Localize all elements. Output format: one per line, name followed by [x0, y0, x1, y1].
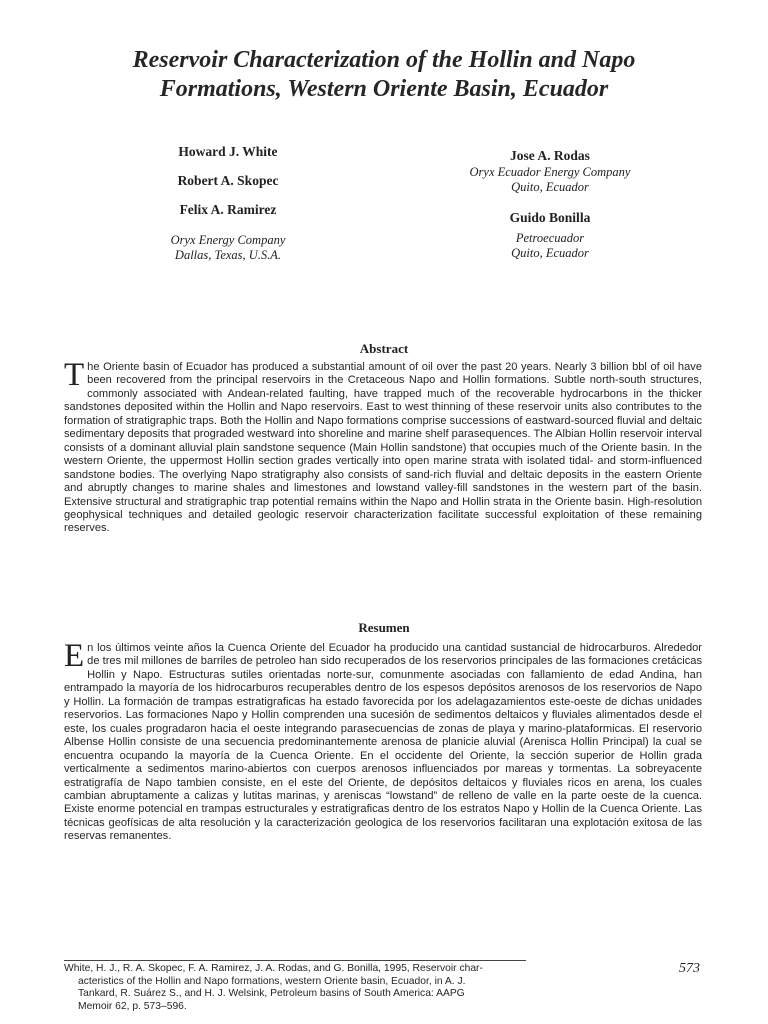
author-affiliation: Quito, Ecuador [511, 246, 589, 260]
resumen-heading: Resumen [358, 620, 410, 635]
author-affiliation: Oryx Energy Company [170, 233, 286, 247]
author-name: Jose A. Rodas [510, 148, 590, 163]
author-block-right [430, 147, 670, 261]
abstract-text: he Oriente basin of Ecuador has produced a substantial amount of oil over the past 20 years. Nearly 3 billion bbl of oil have been recovered from the principal reservoirs in the Cretaceous Napo and Hollin formations. Subtle north-south structures, commonly associated with Andean-related faulting, have trapped much of the recoverable hydrocarbons in the thicker sandstones deposited within the Hollin and Napo reservoirs. East to west thinning of these reservoir units also contributes to the formation of stratigraphic traps. Both the Hollin and Napo formations comprise successions of eastward-sourced fluvial and deltaic sedimentary deposits that prograded westward into shoreline and marine shelf parasequences. The Albian Hollin reservoir interval consists of a dominant alluvial plain sandstone sequence (Main Hollin sandstone) that occupies much of the Oriente basin. In the western Oriente, the uppermost Hollin section grades vertically into open marine strata with isolated tidal- and storm-influenced sandstone bodies. The overlying Napo stratigraphy also consists of sand-rich fluvial and deltaic deposits in the eastern Oriente and abruptly changes to marine shales and limestones and lowstand valley-fill sandstones in the western part of the basin. Extensive structural and stratigraphic trap potential remains within the Napo and Hollin strata in the Oriente basin. High-resolution geophysical techniques and detailed geologic reservoir characterization facilitate successful exploitation of these remaining reserves. [64, 361, 702, 535]
author-name: Robert A. Skopec [177, 173, 279, 188]
drop-cap: E [64, 638, 85, 674]
drop-cap: T [64, 357, 85, 393]
footnote-divider [64, 960, 526, 961]
author-name: Howard J. White [178, 144, 278, 159]
citation-line: acteristics of the Hollin and Napo formations, western Oriente basin, Ecuador, in A. J. [78, 975, 466, 987]
author-name: Guido Bonilla [509, 210, 591, 225]
resumen-text: n los últimos veinte años la Cuenca Oriente del Ecuador ha producido una cantidad sustancial de hidrocarburos. Alrededor de tres mil millones de barriles de petroleo han sido recuperados de los reservorios principales de las formaciones cretácicas Hollin y Napo. Estructuras sutiles orientadas norte-sur, comunmente asociadas con fallamiento de edad Andina, han entrampado la mayoría de los hidrocarburos recuperables dentro de los espesos depósitos arenosos de los reservorios de Napo y Hollin. La formación de trampas estratigraficas ha estado favorecida por los adelagazamientos este-oeste de dichas unidades reservorios. Las formaciones Napo y Hollin comprenden una sucesión de sedimentos deltaicos y fluviales alimentados desde el este, los cuales progradaron hacia el oeste integrando parasecuencias de zonas de playa y marino-plataformicas. El reservorio Albense Hollin consiste de una secuencia predominantemente arenosa de planicie aluvial (Arenisca Hollin Principal) la cual se encuentra ocupando la mayoría de la Cuenca Oriente. En el occidente del Oriente, la sección superior de Hollin grada verticalmente a sedimentos marino-abiertos con cuerpos arenosos influenciados por mareas y tormentas. La sobreyacente estratigrafía de Napo tambien consiste, en el este del Oriente, de depósitos deltaicos y fluviales ricos en arena, los cuales cambian abruptamente a calizas y lutitas marinas, y areniscas “lowstand” de relleno de valle en la parte oeste de la cuenca. Existe enorme potencial en trampas estructurales y estratigraficas dentro de los estratos Napo y Hollin de la Cuenca Oriente. Las técnicas geofísicas de alta resolución y la caracterización geologica de los reservorios facilitaran una explotación exitosa de las reservas remanentes. [64, 642, 702, 843]
abstract-body [64, 357, 702, 536]
author-affiliation: Oryx Ecuador Energy Company [469, 165, 631, 179]
author-affiliation: Petroecuador [515, 231, 585, 245]
author-affiliation: Quito, Ecuador [511, 180, 589, 194]
citation-line: Tankard, R. Suárez S., and H. J. Welsink, Petroleum basins of South America: AAPG [78, 988, 465, 1000]
page-number: 573 [679, 961, 700, 976]
author-affiliation: Dallas, Texas, U.S.A. [174, 248, 282, 262]
author-name: Felix A. Ramirez [179, 202, 277, 217]
resumen-body [64, 638, 702, 844]
title-line-2: Formations, Western Oriente Basin, Ecuador [159, 76, 609, 102]
paper-title [40, 46, 728, 104]
abstract-heading: Abstract [359, 341, 409, 356]
citation-line: White, H. J., R. A. Skopec, F. A. Ramirez, J. A. Rodas, and G. Bonilla, 1995, Reservoir char- [64, 963, 483, 974]
citation-line: Memoir 62, p. 573–596. [78, 1000, 187, 1012]
author-block-left [138, 143, 318, 263]
citation [64, 963, 524, 1013]
title-line-1: Reservoir Characterization of the Hollin and Napo [132, 47, 636, 73]
